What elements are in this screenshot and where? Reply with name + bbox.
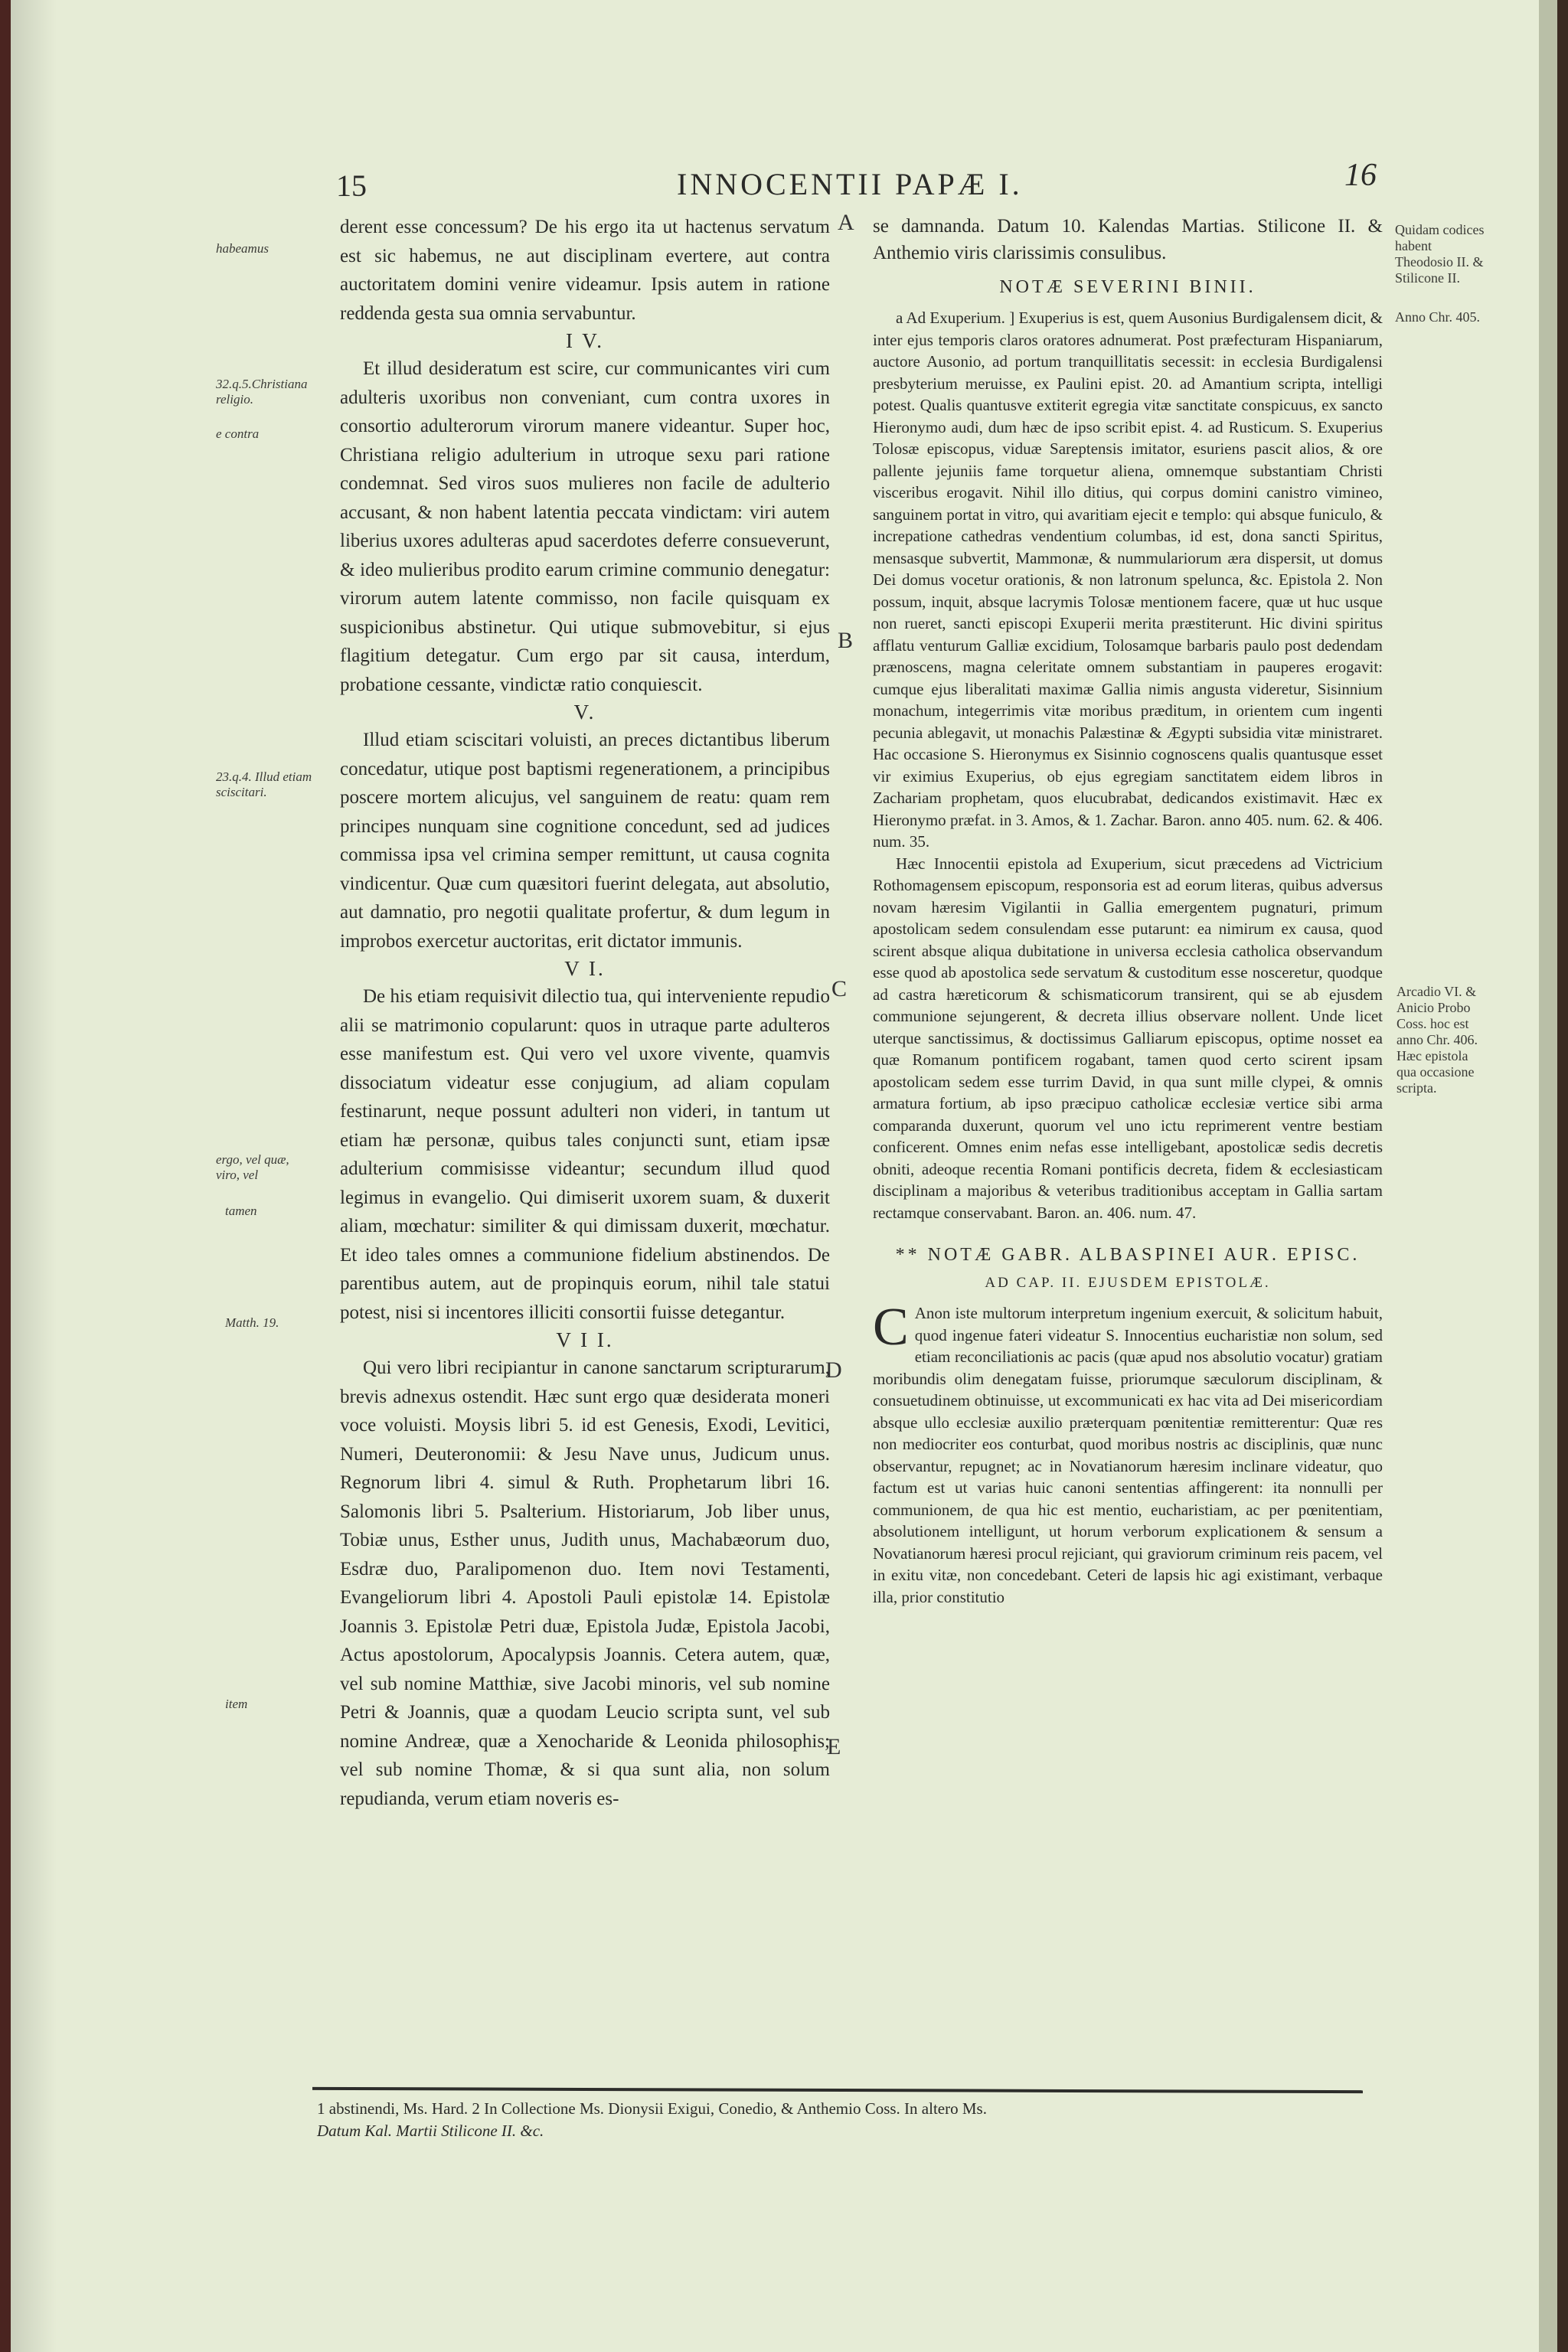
gutter-shadow (11, 0, 57, 2352)
column-letter: D (825, 1357, 842, 1383)
running-title: INNOCENTII PAPÆ I. (677, 167, 1023, 201)
page-header (11, 157, 1557, 203)
margin-note: Anno Chr. 405. (1395, 309, 1481, 325)
right-column (873, 213, 1383, 1608)
note-paragraph (873, 1298, 1383, 1608)
margin-note: item (225, 1697, 248, 1711)
page-number-right: 16 (1344, 158, 1377, 193)
footnote-line: Datum Kal. Martii Stilicone II. &c. (317, 2122, 544, 2140)
column-letter: C (831, 976, 848, 1001)
column-letter: E (827, 1734, 841, 1759)
left-column (340, 213, 830, 1813)
section-number: I V. (565, 329, 605, 352)
footnote-line: 1 abstinendi, Ms. Hard. 2 In Collectione Ms. Dionysii Exigui, Conedio, & Anthemio Coss. In altero Ms. (317, 2099, 987, 2118)
paragraph: derent esse concessum? De his ergo ita ut hactenus servatum est sic habemus, ne aut disciplinam evertere, aut contra auctoritatem domini venire videamur. Ipsis autem in ratione reddenda gesta sua omnia servabuntur. (340, 217, 830, 324)
margin-note: 32.q.5.Christiana religio. (216, 377, 308, 407)
notes-heading: NOTÆ SEVERINI BINII. (999, 277, 1256, 297)
column-letter: A (838, 210, 854, 235)
footnotes (317, 2098, 1381, 2142)
margin-note: e contra (216, 426, 260, 441)
paragraph: se damnanda. Datum 10. Kalendas Martias. Stilicone II. & Anthemio viris clarissimis consulibus. (873, 216, 1383, 263)
notes-heading: ** NOTÆ GABR. ALBASPINEI AUR. EPISC. (895, 1245, 1361, 1265)
margin-note: ergo, vel quæ, viro, vel (216, 1152, 289, 1182)
section-number: V I I. (556, 1328, 614, 1351)
note-paragraph: a Ad Exuperium. ] Exuperius is est, quem Ausonius Burdigalensem dicit, & inter ejus temporis claros oratores adnumerat. Post præfecturam Hispaniarum, auctore Ausonio, ad portum tranquillitatis secessit: in ecclesia Burdigalensi presbyterium meruisse, ex Paulini epist. 20. ad Amantium scripta, intelligi potest. Qualis quantusve extiterit egregia vitæ sanctitate conspicuus, ex sancto Hieronymo audi, dum hæc de ipso scribit epist. 4. ad Rusticum. S. Exuperius Tolosæ episcopus, viduæ Sareptensis imitator, esuriens pascit alios, & ore pallente jejuniis fame torquetur aliena, omnemque substantiam Christi visceribus erogavit. Nihil illo ditius, qui corpus domini canistro vimineo, sanguinem portat in vitro, qui avaritiam ejecit e templo: qui absque funiculo, & increpatione cathedras vendentium columbas, id est, dona sancti Spiritus, mensasque subvertit, Mammonæ, & nummulariorum æra dispersit, ut domus Dei domus vocetur orationis, & non latronum spelunca, &c. Epistola 2. Non possum, inquit, absque lacrymis Tolosæ mentionem facere, quæ ut huc usque non rueret, sancti episcopi Exuperii merita præstiterunt. Hic divini spiritus afflatu venturum Galliæ excidium, Tolosamque barbaris paulo post dedendam prænoscens, magna celeritate omnem substantiam in pauperes erogavit: cumque ejus liberalitati maximæ Gallia nimis angusta videretur, Sisinnium monachum, integerrimis vitæ moribus præditum, in orientem cum ingenti pecunia ablegavit, ut monachis Palæstinæ & Ægypti subsidia vitæ ministraret. Hac occasione S. Hieronymus ex Sisinnio cognoscens qualis quantusque esset vir eximius Exuperius, ob ejus egregiam sanctitatem eidem libros in Zachariam prophetam, quos elucubrabat, dedicandos existimavit. Hæc ex Hieronymo præfat. in 3. Amos, & 1. Zachar. Baron. anno 405. num. 62. & 406. num. 35. (873, 309, 1383, 851)
paragraph: De his etiam requisivit dilectio tua, qui interveniente repudio alii se matrimonio copularunt: quos in utraque parte adulteros esse manifestum est. Qui vero vel uxore vivente, quamvis dissociatum videatur esse conjugium, ad aliam copulam festinarunt, neque possunt adulteri non videri, in tantum ut etiam hæ personæ, quibus tales conjuncti sunt, etiam ipsæ adulterium commisisse videantur; secundum illud quod legimus in evangelio. Qui dimiserit uxorem suam, & duxerit aliam, mœchatur: similiter & qui dimissam duxerit, mœchatur. Et ideo tales omnes a communione fidelium abstinendos. De parentibus autem, aut de propinquis eorum, nihil tale statui potest, nisi si incentores illiciti consortii fuisse detegantur. (340, 986, 830, 1323)
note-paragraph: Hæc Innocentii epistola ad Exuperium, sicut præcedens ad Victricium Rothomagensem episcopum, responsoria est ad eorum literas, quibus adversus novam hæresim Vigilantii in Gallia emergentem pugnaturi, primum apostolicam sedem consulendam esse putarunt: ea nimirum ex causa, quod scirent absque aliqua dubitatione in universa ecclesia catholica observandum esse quod ab apostolica sede servatum & custoditum esse nosceretur, quodque ad castra hæreticorum & schismaticorum transirent, qui se ab ejusdem communione sejungerent, & decreta illius observare nollent. Unde licet uterque sanctissimus, & doctissimus Galliarum episcopus, optime nosset ea quæ Romanum pontificem rogabant, tamen quod certo scirent ipsam apostolicam sedem esse turrim David, in qua sunt mille clypei, & omnis armatura fortium, ab ipso præcipuo catholicæ ecclesiæ vertice sibi arma comparanda duxerunt, quorum vel uno ictu reprimerent ventre bestiam conficerent. Omnes enim nefas esse intelligebant, apostolicæ sedis decretis obniti, adeoque recentia Romani pontificis decreta, fidem & ecclesiasticam disciplinam a majoribus & veteribus traditionibus acceptam in Gallia sartam rectamque conservabant. Baron. an. 406. num. 47. (873, 854, 1383, 1222)
paragraph: Qui vero libri recipiantur in canone sanctarum scripturarum, brevis adnexus ostendit. Hæc sunt ergo quæ desiderata moneri voce voluisti. Moysis libri 5. id est Genesis, Exodi, Levitici, Numeri, Deuteronomii: & Jesu Nave unus, Judicum unus. Regnorum libri 4. simul & Ruth. Prophetarum libri 16. Salomonis libri 5. Psalterium. Historiarum, Job liber unus, Tobiæ unus, Esther unus, Judith unus, Machabæorum duo, Esdræ duo, Paralipomenon duo. Item novi Testamenti, Evangeliorum libri 4. Apostoli Pauli epistolæ 14. Epistolæ Joannis 3. Epistolæ Petri duæ, Epistola Judæ, Epistola Jacobi, Actus apostolorum, Apocalypsis Joannis. Cetera autem, quæ, vel sub nomine Matthiæ, sive Jacobi minoris, vel sub nomine Petri & Joannis, quæ a quodam Leucio scripta sunt, vel sub nomine Andreæ, quæ a Xenocharide & Leonida philosophis; vel sub nomine Thomæ, & si qua sunt alia, non solum repudianda, verum etiam noveris es- (340, 1357, 830, 1809)
margin-note: Quidam codices habent Theodosio II. & Stilicone II. (1395, 222, 1485, 286)
paragraph: Illud etiam sciscitari voluisti, an preces dictantibus liberum concedatur, utique post baptismi regenerationem, a principibus poscere mortem alicujus, vel sanguinem de reatu: quam rem principes nunquam sine cognitione concedunt, sed ad judices commissa ipsa vel crimina semper remittunt, ut causa cognita vindicentur. Quæ cum quæsitori fuerint delegata, aut absolutio, aut damnatio, pro negotii qualitate profertur, & dum legum in improbos exercetur auctoritas, erit dictator immunis. (340, 730, 830, 952)
margin-note: habeamus (216, 241, 269, 256)
drop-cap: C (873, 1298, 909, 1357)
document-page (11, 0, 1557, 2352)
footnote-rule (312, 2087, 1363, 2093)
column-letter: B (838, 628, 854, 653)
margin-note: 23.q.4. Illud etiam sciscitari. (216, 769, 312, 799)
paragraph: Et illud desideratum est scire, cur communicantes viri cum adulteris uxoribus non conveniant, cum contra uxores in consortio adulterorum virorum manere videantur. Super hoc, Christiana religio adulterium in utroque sexu pari ratione condemnat. Sed viros suos mulieres non facile de adulterio accusant, & non habent latentia peccata vindictam: viri autem liberius uxores adulteras apud sacerdotes deferre consueverunt, & ideo mulieribus prodito earum crimine communio denegatur: virorum autem latente commisso, non facile quisquam ex suspicionibus abstinetur. Qui utique submovebitur, si ejus flagitium detegatur. Cum ergo par sit causa, interdum, probatione cessante, vindictæ ratio conquiescit. (340, 358, 830, 695)
page-number-left: 15 (336, 168, 367, 203)
margin-note: Arcadio VI. & Anicio Probo Coss. hoc est anno Chr. 406. Hæc epistola qua occasione scripta. (1396, 984, 1478, 1096)
section-number: V. (573, 701, 596, 724)
book-edge-left (0, 0, 11, 2352)
book-edge-right (1539, 0, 1557, 2352)
section-number: V I. (564, 957, 606, 980)
notes-subheading: AD CAP. II. EJUSDEM EPISTOLÆ. (985, 1275, 1271, 1291)
note-text: Anon iste multorum interpretum ingenium exercuit, & solicitum habuit, quod ingenue fateri videatur S. Innocentius eucharistiæ non solum, sed etiam reconciliationis ac pacis (quæ apud nos absolutio vocatur) gratiam moribundis olim denegatam fuisse, priorumque sæculorum disciplinam, & consuetudinem obtinuisse, ut excommunicati ex hac vita ad Dei misericordiam absque ullo ecclesiæ auxilio præterquam pœnitentiæ remitterentur: Quæ res non mediocriter eos conturbat, quod moribus nostris ac disciplinis, quæ nunc observantur, repugnet; ac in Novatianorum hæresim inclinare videatur, quo factum est ut varias huic canoni sententias affingerent: ita nonnulli per communionem, de qua hic est mentio, eucharistiam, ac per pœnitentiam, absolutionem intelligunt, ut horum verborum explicationem & sensum a Novatianorum hæresi procul rejiciant, qui graviorum criminum reis pacem, vel in exitu vitæ, non concedebant. Ceteri de lapsis hic agi existimant, verbaque illa, prior constitutio (873, 1304, 1383, 1606)
margin-note: Matth. 19. (225, 1315, 279, 1330)
margin-note: tamen (225, 1204, 257, 1218)
